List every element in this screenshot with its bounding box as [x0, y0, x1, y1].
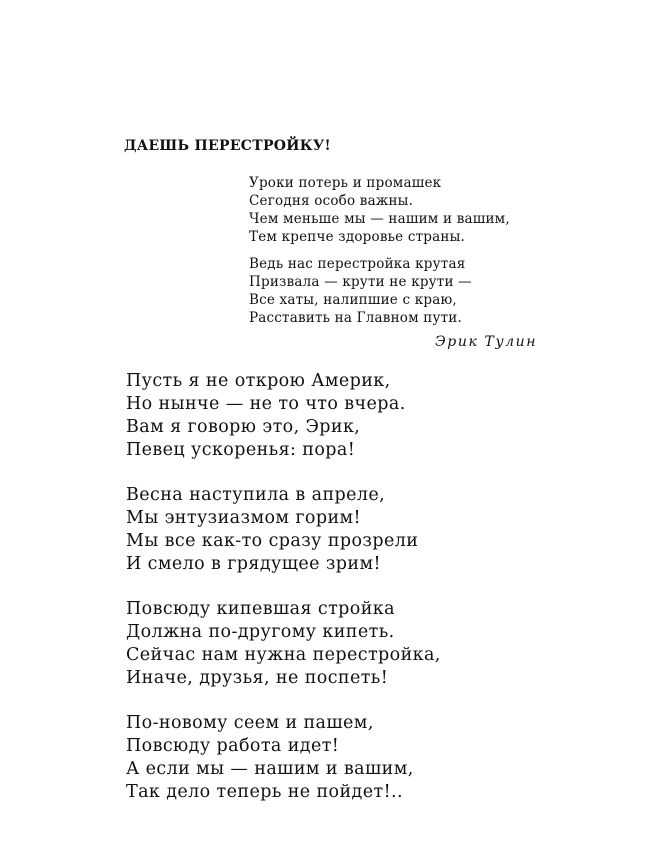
epigraph-line: Расставить на Главном пути. — [249, 310, 462, 326]
poem-line: Вам я говорю это, Эрик, — [126, 417, 361, 437]
poem-line: Мы все как-то сразу прозрели — [126, 531, 419, 551]
epigraph-line: Все хаты, налипшие с краю, — [249, 292, 457, 308]
epigraph-line: Чем меньше мы — нашим и вашим, — [249, 211, 510, 227]
poem-title: ДАЕШЬ ПЕРЕСТРОЙКУ! — [124, 138, 331, 154]
epigraph-line: Уроки потерь и промашек — [249, 175, 442, 191]
epigraph-stanza — [249, 174, 549, 246]
epigraph — [249, 174, 549, 336]
epigraph-line: Призвала — крути не крути — — [249, 274, 472, 290]
poem-line: По-новому сеем и пашем, — [126, 713, 374, 733]
poem-stanza — [126, 712, 606, 804]
poem-line: Певец ускоренья: пора! — [126, 440, 356, 460]
epigraph-line: Ведь нас перестройка крутая — [249, 256, 466, 272]
epigraph-stanza — [249, 255, 549, 327]
poem-line: Пусть я не открою Америк, — [126, 371, 391, 391]
poem-line: И смело в грядущее зрим! — [126, 554, 381, 574]
poem-line: Но нынче — не то что вчера. — [126, 394, 406, 414]
poem-body — [126, 370, 606, 826]
poem-stanza — [126, 598, 606, 690]
poem-line: А если мы — нашим и вашим, — [126, 759, 414, 779]
poem-line: Иначе, друзья, не поспеть! — [126, 668, 389, 688]
epigraph-author: Эрик Тулин — [435, 334, 538, 350]
epigraph-line: Тем крепче здоровье страны. — [249, 229, 466, 245]
poem-line: Мы энтузиазмом горим! — [126, 508, 361, 528]
poem-line: Так дело теперь не пойдет!.. — [126, 782, 403, 802]
poem-line: Весна наступила в апреле, — [126, 485, 386, 505]
poem-line: Повсюду кипевшая стройка — [126, 599, 395, 619]
poem-line: Сейчас нам нужна перестройка, — [126, 645, 441, 665]
poem-line: Повсюду работа идет! — [126, 736, 340, 756]
poem-stanza — [126, 370, 606, 462]
epigraph-line: Сегодня особо важны. — [249, 193, 414, 209]
poem-line: Должна по-другому кипеть. — [126, 622, 395, 642]
poem-stanza — [126, 484, 606, 576]
